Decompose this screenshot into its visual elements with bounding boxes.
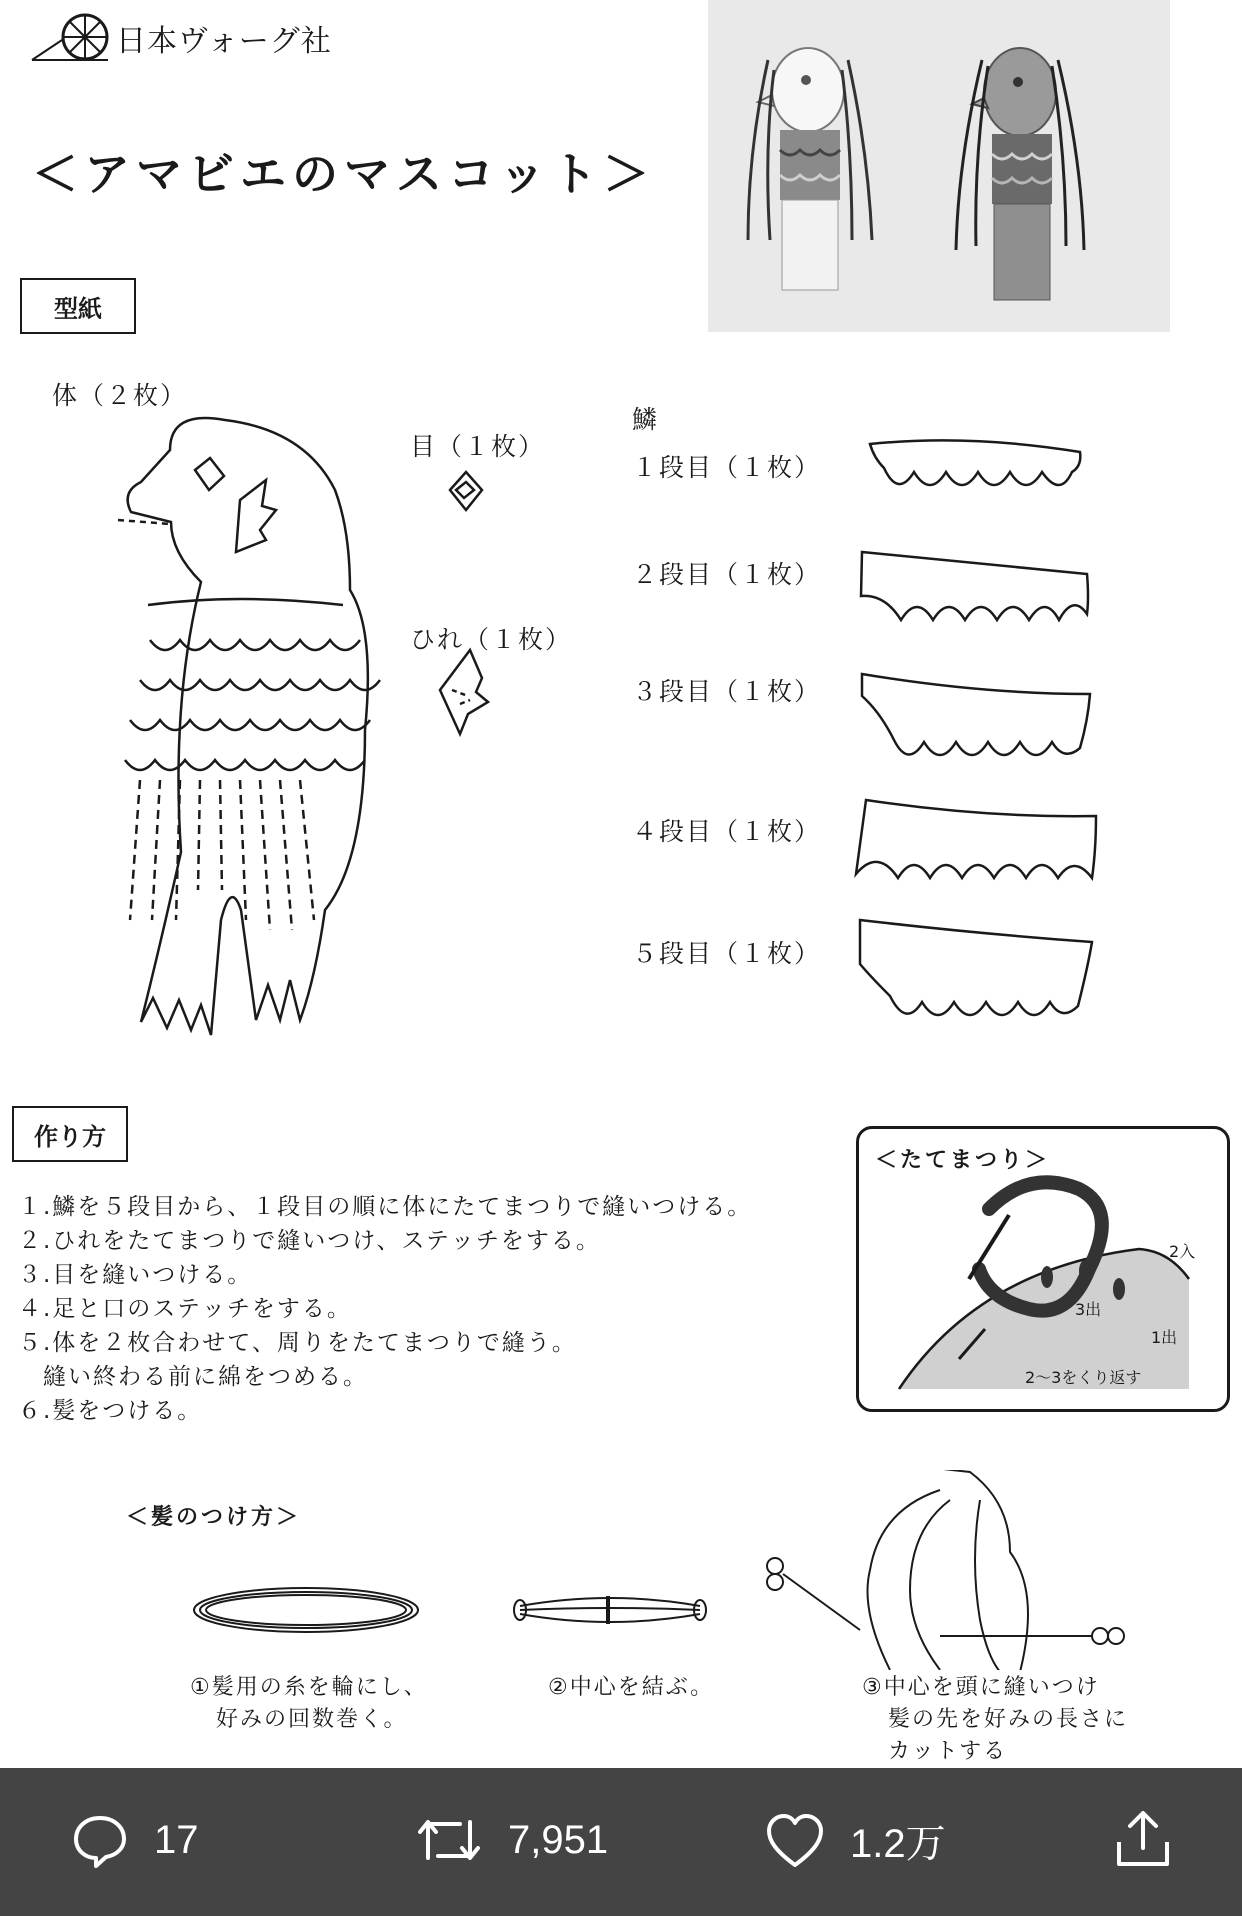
scale-row-2-label: ２段目（１枚） [632, 560, 822, 589]
pattern-heading: 型紙 [20, 278, 136, 334]
instruction-step: ６.髪をつける。 [18, 1398, 203, 1424]
share-button[interactable] [1114, 1808, 1172, 1868]
scale-row-1-label: １段目（１枚） [632, 453, 822, 482]
stitch-label-out1: 1出 [1151, 1328, 1178, 1347]
stitch-guide-title: ＜たてまつり＞ [875, 1148, 1051, 1173]
hair-step1-line1: ①髪用の糸を輪にし、 [190, 1675, 428, 1700]
page-title: ＜アマビエのマスコット＞ [32, 147, 656, 201]
scale-row-5-label: ５段目（１枚） [632, 939, 822, 968]
brand-name: 日本ヴォーグ社 [116, 24, 332, 59]
instruction-step: １.鱗を５段目から、１段目の順に体にたてまつりで縫いつける。 [18, 1194, 753, 1220]
instruction-steps [18, 1190, 752, 1428]
stitch-label-in2: 2入 [1169, 1242, 1196, 1261]
instruction-step: ５.体を２枚合わせて、周りをたてまつりで縫う。 [18, 1330, 577, 1356]
stitch-guide-box [856, 1126, 1230, 1412]
share-icon [1114, 1808, 1172, 1868]
body-eye-shape [195, 458, 224, 490]
scale-row-4-shape [856, 800, 1096, 878]
scale-row-4-label: ４段目（１枚） [632, 817, 822, 846]
instruction-step: 縫い終わる前に綿をつめる。 [18, 1364, 368, 1390]
hair-step1-line2: 好みの回数巻く。 [216, 1707, 408, 1732]
body-fin-shape [236, 480, 276, 552]
like-button[interactable] [766, 1812, 946, 1869]
retweet-count: 7,951 [508, 1817, 609, 1862]
scale-row-3-label: ３段目（１枚） [632, 677, 822, 706]
scale-row-3-shape [862, 674, 1090, 755]
action-bar [0, 1768, 1242, 1916]
reply-button[interactable] [72, 1812, 199, 1868]
hair-title: ＜髪のつけ方＞ [126, 1505, 302, 1530]
fin-pattern-label: ひれ（１枚） [410, 625, 573, 654]
reply-icon [72, 1812, 128, 1868]
scale-row-1-shape [870, 440, 1080, 485]
like-count: 1.2万 [850, 1822, 946, 1866]
instruction-step: ２.ひれをたてまつりで縫いつけ、ステッチをする。 [18, 1228, 601, 1254]
stitch-repeat-note: 2〜3をくり返す [1025, 1368, 1142, 1387]
heart-icon [766, 1813, 824, 1869]
eye-pattern-label: 目（１枚） [410, 432, 546, 461]
hair-step3-line1: ③中心を頭に縫いつけ [862, 1675, 1100, 1700]
stitch-label-out3: 3出 [1075, 1300, 1102, 1319]
hair-illustrations [180, 1470, 1140, 1670]
body-pattern-label: 体（２枚） [52, 381, 188, 410]
hair-step3-line2: 髪の先を好みの長さに [888, 1707, 1129, 1732]
retweet-icon [416, 1812, 482, 1868]
reply-count: 17 [154, 1817, 199, 1862]
scale-row-5-shape [860, 920, 1092, 1015]
instruction-step: ３.目を縫いつける。 [18, 1262, 253, 1288]
eye-pattern-shape [450, 472, 482, 510]
hair-step2: ②中心を結ぶ。 [548, 1675, 715, 1700]
fin-pattern-shape [440, 650, 488, 734]
hair-step3-line3: カットする [888, 1739, 1008, 1764]
instruction-step: ４.足と口のステッチをする。 [18, 1296, 352, 1322]
scales-heading: 鱗 [632, 405, 660, 434]
scale-row-2-shape [861, 552, 1088, 620]
instructions-heading: 作り方 [12, 1106, 128, 1162]
retweet-button[interactable] [416, 1812, 608, 1868]
